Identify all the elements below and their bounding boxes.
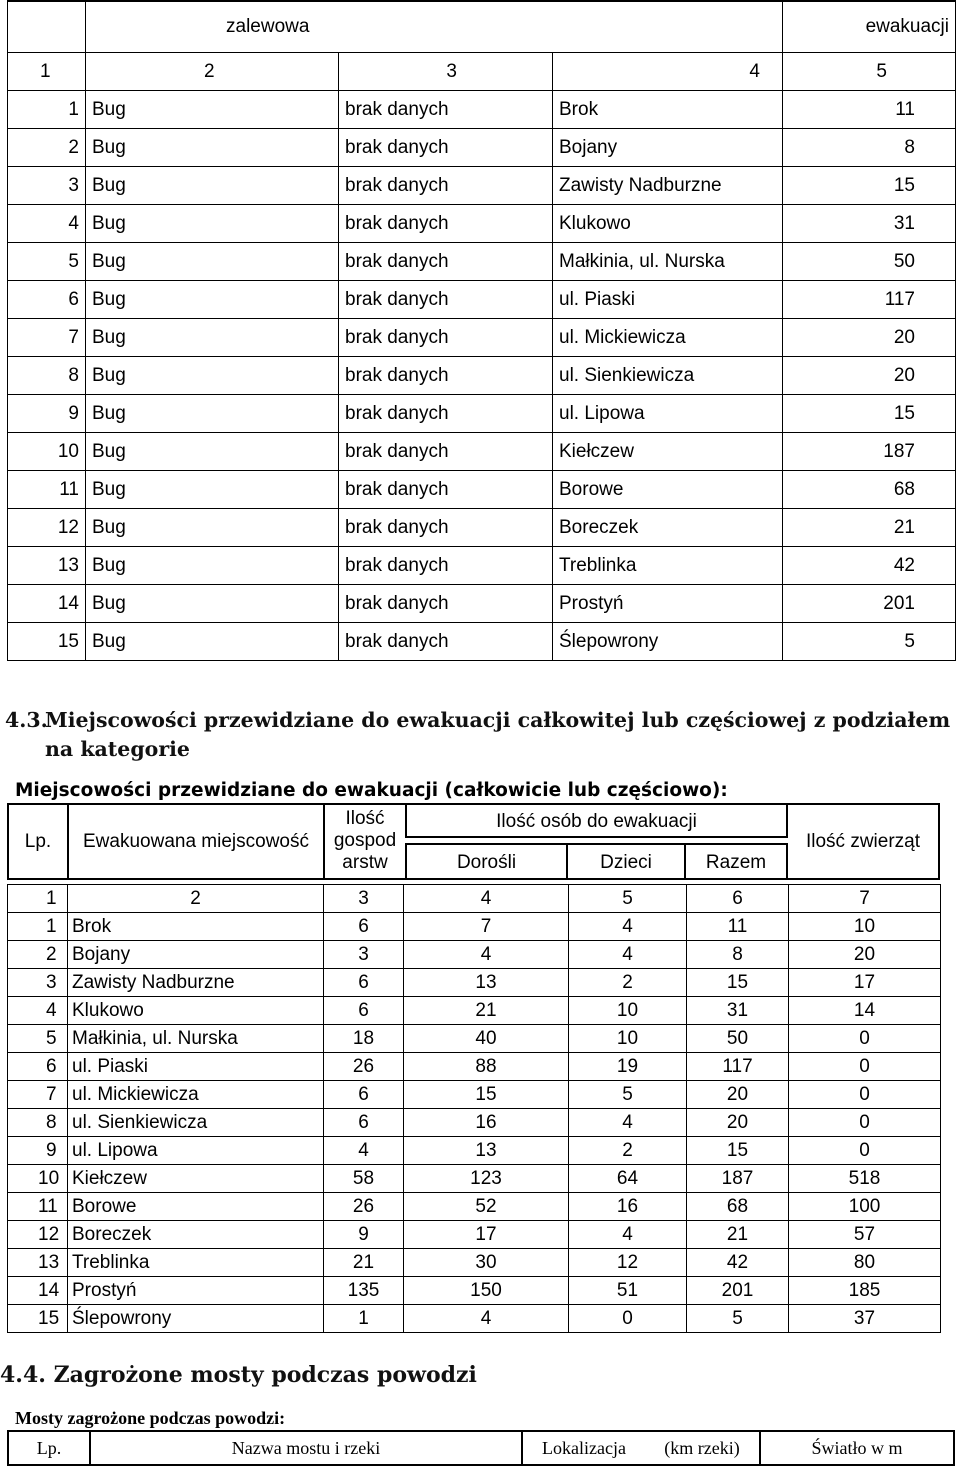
row-count: 117 bbox=[783, 281, 956, 319]
row-lp: 1 bbox=[8, 913, 68, 941]
table-row bbox=[8, 913, 941, 941]
row-children: 4 bbox=[569, 1109, 687, 1137]
header-km: (km rzeki) bbox=[645, 1432, 761, 1464]
table-row bbox=[8, 969, 941, 997]
row-place: ul. Lipowa bbox=[68, 1137, 324, 1165]
row-households: 4 bbox=[324, 1137, 404, 1165]
row-river: Bug bbox=[86, 281, 339, 319]
table-row bbox=[8, 1053, 941, 1081]
row-count: 21 bbox=[783, 509, 956, 547]
row-animals: 518 bbox=[789, 1165, 941, 1193]
row-place: ul. Sienkiewicza bbox=[68, 1109, 324, 1137]
row-adults: 52 bbox=[404, 1193, 569, 1221]
row-adults: 16 bbox=[404, 1109, 569, 1137]
table-row bbox=[8, 1109, 941, 1137]
row-place: Treblinka bbox=[553, 547, 783, 585]
colnum: 1 bbox=[8, 53, 86, 91]
row-lp: 10 bbox=[8, 1165, 68, 1193]
row-total: 117 bbox=[687, 1053, 789, 1081]
row-adults: 13 bbox=[404, 969, 569, 997]
row-total: 50 bbox=[687, 1025, 789, 1053]
colnum: 4 bbox=[404, 885, 569, 913]
row-place: Borowe bbox=[68, 1193, 324, 1221]
row-place: Ślepowrony bbox=[553, 623, 783, 661]
row-households: 18 bbox=[324, 1025, 404, 1053]
row-adults: 4 bbox=[404, 941, 569, 969]
section-4-3-heading bbox=[5, 706, 955, 764]
row-adults: 13 bbox=[404, 1137, 569, 1165]
row-lp: 13 bbox=[8, 547, 86, 585]
section-number: 4.3. bbox=[5, 708, 48, 732]
row-river: Bug bbox=[86, 471, 339, 509]
table-row bbox=[8, 1249, 941, 1277]
row-place: Klukowo bbox=[553, 205, 783, 243]
row-children: 51 bbox=[569, 1277, 687, 1305]
column-number-row bbox=[8, 53, 956, 91]
section-number: 4.4. bbox=[0, 1362, 46, 1388]
row-children: 64 bbox=[569, 1165, 687, 1193]
row-animals: 185 bbox=[789, 1277, 941, 1305]
row-place: Zawisty Nadburzne bbox=[68, 969, 324, 997]
row-count: 11 bbox=[783, 91, 956, 129]
table-row bbox=[8, 471, 956, 509]
row-river: Bug bbox=[86, 433, 339, 471]
row-data: brak danych bbox=[339, 471, 553, 509]
row-place: Zawisty Nadburzne bbox=[553, 167, 783, 205]
table-row bbox=[8, 997, 941, 1025]
table-row bbox=[8, 319, 956, 357]
row-lp: 2 bbox=[8, 129, 86, 167]
row-animals: 57 bbox=[789, 1221, 941, 1249]
header-flood-zone: zalewowa bbox=[86, 1, 783, 53]
row-households: 6 bbox=[324, 913, 404, 941]
row-place: Kiełczew bbox=[553, 433, 783, 471]
row-lp: 9 bbox=[8, 395, 86, 433]
row-river: Bug bbox=[86, 547, 339, 585]
row-lp: 14 bbox=[8, 585, 86, 623]
row-households: 21 bbox=[324, 1249, 404, 1277]
row-lp: 8 bbox=[8, 1109, 68, 1137]
row-lp: 11 bbox=[8, 471, 86, 509]
colnum: 2 bbox=[68, 885, 324, 913]
row-households: 1 bbox=[324, 1305, 404, 1333]
row-place: ul. Mickiewicza bbox=[553, 319, 783, 357]
row-place: Treblinka bbox=[68, 1249, 324, 1277]
row-households: 135 bbox=[324, 1277, 404, 1305]
row-lp: 12 bbox=[8, 1221, 68, 1249]
row-children: 4 bbox=[569, 1221, 687, 1249]
table-row bbox=[8, 623, 956, 661]
row-count: 20 bbox=[783, 319, 956, 357]
row-households: 9 bbox=[324, 1221, 404, 1249]
row-households: 58 bbox=[324, 1165, 404, 1193]
row-count: 50 bbox=[783, 243, 956, 281]
row-lp: 5 bbox=[8, 243, 86, 281]
row-lp: 9 bbox=[8, 1137, 68, 1165]
table-row bbox=[8, 941, 941, 969]
row-adults: 7 bbox=[404, 913, 569, 941]
row-place: Klukowo bbox=[68, 997, 324, 1025]
row-total: 5 bbox=[687, 1305, 789, 1333]
row-count: 15 bbox=[783, 167, 956, 205]
column-number-row bbox=[8, 885, 941, 913]
header-clearance: Światło w m bbox=[811, 1438, 903, 1458]
row-place: ul. Sienkiewicza bbox=[553, 357, 783, 395]
colnum: 6 bbox=[687, 885, 789, 913]
row-lp: 6 bbox=[8, 281, 86, 319]
row-river: Bug bbox=[86, 91, 339, 129]
row-river: Bug bbox=[86, 205, 339, 243]
row-lp: 7 bbox=[8, 319, 86, 357]
evacuation-summary-table bbox=[7, 0, 956, 661]
row-lp: 15 bbox=[8, 623, 86, 661]
evacuation-subtitle: Miejscowości przewidziane do ewakuacji (całkowicie lub częściowo): bbox=[15, 780, 728, 801]
table-row bbox=[8, 167, 956, 205]
colnum: 2 bbox=[86, 53, 339, 91]
row-total: 21 bbox=[687, 1221, 789, 1249]
row-children: 0 bbox=[569, 1305, 687, 1333]
colnum: 5 bbox=[783, 53, 956, 91]
row-lp: 4 bbox=[8, 997, 68, 1025]
row-data: brak danych bbox=[339, 319, 553, 357]
row-count: 68 bbox=[783, 471, 956, 509]
header-people: Ilość osób do ewakuacji bbox=[405, 805, 788, 838]
row-river: Bug bbox=[86, 395, 339, 433]
header-total: Razem bbox=[686, 843, 788, 878]
table-row bbox=[8, 1081, 941, 1109]
header-households-line: gospod bbox=[333, 830, 397, 851]
section-4-4-heading bbox=[0, 1362, 477, 1388]
row-lp: 14 bbox=[8, 1277, 68, 1305]
row-lp: 1 bbox=[8, 91, 86, 129]
row-households: 6 bbox=[324, 1081, 404, 1109]
header-adults: Dorośli bbox=[405, 843, 568, 878]
row-adults: 21 bbox=[404, 997, 569, 1025]
header-evacuation: ewakuacji bbox=[783, 1, 956, 53]
row-total: 20 bbox=[687, 1109, 789, 1137]
row-data: brak danych bbox=[339, 585, 553, 623]
row-total: 11 bbox=[687, 913, 789, 941]
row-data: brak danych bbox=[339, 623, 553, 661]
bridges-subtitle: Mosty zagrożone podczas powodzi: bbox=[15, 1408, 286, 1428]
colnum: 4 bbox=[553, 53, 783, 91]
row-data: brak danych bbox=[339, 167, 553, 205]
row-place: Małkinia, ul. Nurska bbox=[553, 243, 783, 281]
row-data: brak danych bbox=[339, 357, 553, 395]
header-animals: Ilość zwierząt bbox=[805, 831, 921, 852]
table-row bbox=[8, 281, 956, 319]
table-header-row bbox=[8, 1, 956, 53]
table-row bbox=[8, 585, 956, 623]
row-count: 187 bbox=[783, 433, 956, 471]
row-data: brak danych bbox=[339, 281, 553, 319]
row-lp: 2 bbox=[8, 941, 68, 969]
row-adults: 30 bbox=[404, 1249, 569, 1277]
row-animals: 80 bbox=[789, 1249, 941, 1277]
row-place: Brok bbox=[68, 913, 324, 941]
row-river: Bug bbox=[86, 243, 339, 281]
row-place: Boreczek bbox=[68, 1221, 324, 1249]
row-animals: 100 bbox=[789, 1193, 941, 1221]
row-animals: 37 bbox=[789, 1305, 941, 1333]
table-row bbox=[8, 243, 956, 281]
row-count: 15 bbox=[783, 395, 956, 433]
row-data: brak danych bbox=[339, 91, 553, 129]
row-place: Bojany bbox=[553, 129, 783, 167]
row-total: 42 bbox=[687, 1249, 789, 1277]
row-households: 3 bbox=[324, 941, 404, 969]
colnum: 1 bbox=[8, 885, 68, 913]
row-lp: 13 bbox=[8, 1249, 68, 1277]
header-place: Ewakuowana miejscowość bbox=[69, 805, 325, 878]
row-place: ul. Lipowa bbox=[553, 395, 783, 433]
row-river: Bug bbox=[86, 623, 339, 661]
row-place: Prostyń bbox=[553, 585, 783, 623]
row-lp: 11 bbox=[8, 1193, 68, 1221]
table-row bbox=[8, 1277, 941, 1305]
row-children: 4 bbox=[569, 941, 687, 969]
row-adults: 150 bbox=[404, 1277, 569, 1305]
row-river: Bug bbox=[86, 129, 339, 167]
table-row bbox=[8, 1221, 941, 1249]
section-title: Zagrożone mosty podczas powodzi bbox=[53, 1362, 477, 1388]
row-data: brak danych bbox=[339, 129, 553, 167]
row-children: 16 bbox=[569, 1193, 687, 1221]
row-lp: 8 bbox=[8, 357, 86, 395]
row-animals: 0 bbox=[789, 1109, 941, 1137]
row-place: Małkinia, ul. Nurska bbox=[68, 1025, 324, 1053]
row-place: ul. Mickiewicza bbox=[68, 1081, 324, 1109]
row-lp: 4 bbox=[8, 205, 86, 243]
row-count: 42 bbox=[783, 547, 956, 585]
table-row bbox=[8, 547, 956, 585]
row-total: 187 bbox=[687, 1165, 789, 1193]
evacuation-detail-table bbox=[7, 884, 941, 1333]
table-row bbox=[8, 91, 956, 129]
row-data: brak danych bbox=[339, 205, 553, 243]
row-children: 10 bbox=[569, 1025, 687, 1053]
header-lp: Lp. bbox=[9, 805, 69, 878]
row-lp: 3 bbox=[8, 167, 86, 205]
row-place: Borowe bbox=[553, 471, 783, 509]
row-place: ul. Piaski bbox=[553, 281, 783, 319]
row-adults: 17 bbox=[404, 1221, 569, 1249]
evacuation-detail-header bbox=[7, 803, 940, 880]
row-animals: 0 bbox=[789, 1053, 941, 1081]
row-data: brak danych bbox=[339, 395, 553, 433]
row-total: 20 bbox=[687, 1081, 789, 1109]
table-row bbox=[8, 357, 956, 395]
row-households: 26 bbox=[324, 1053, 404, 1081]
row-children: 2 bbox=[569, 969, 687, 997]
row-total: 201 bbox=[687, 1277, 789, 1305]
row-count: 20 bbox=[783, 357, 956, 395]
row-lp: 15 bbox=[8, 1305, 68, 1333]
row-total: 68 bbox=[687, 1193, 789, 1221]
table-row bbox=[8, 433, 956, 471]
table-row bbox=[8, 1025, 941, 1053]
row-river: Bug bbox=[86, 585, 339, 623]
row-river: Bug bbox=[86, 357, 339, 395]
row-animals: 0 bbox=[789, 1025, 941, 1053]
row-households: 6 bbox=[324, 1109, 404, 1137]
row-lp: 7 bbox=[8, 1081, 68, 1109]
row-count: 8 bbox=[783, 129, 956, 167]
row-children: 5 bbox=[569, 1081, 687, 1109]
row-adults: 88 bbox=[404, 1053, 569, 1081]
row-place: Ślepowrony bbox=[68, 1305, 324, 1333]
colnum: 5 bbox=[569, 885, 687, 913]
row-data: brak danych bbox=[339, 243, 553, 281]
row-adults: 4 bbox=[404, 1305, 569, 1333]
row-total: 15 bbox=[687, 1137, 789, 1165]
header-households-line: arstw bbox=[342, 852, 388, 873]
row-place: Prostyń bbox=[68, 1277, 324, 1305]
section-title: Miejscowości przewidziane do ewakuacji całkowitej lub częściowej z podziałem bbox=[45, 708, 951, 732]
row-animals: 0 bbox=[789, 1137, 941, 1165]
row-data: brak danych bbox=[339, 547, 553, 585]
colnum: 3 bbox=[339, 53, 553, 91]
row-children: 2 bbox=[569, 1137, 687, 1165]
colnum: 7 bbox=[789, 885, 941, 913]
row-animals: 14 bbox=[789, 997, 941, 1025]
table-row bbox=[8, 1305, 941, 1333]
row-total: 8 bbox=[687, 941, 789, 969]
row-count: 31 bbox=[783, 205, 956, 243]
header-bridge-name: Nazwa mostu i rzeki bbox=[91, 1432, 523, 1464]
table-row bbox=[8, 1165, 941, 1193]
row-lp: 5 bbox=[8, 1025, 68, 1053]
row-place: Brok bbox=[553, 91, 783, 129]
section-title-cont: na kategorie bbox=[45, 737, 190, 761]
row-animals: 17 bbox=[789, 969, 941, 997]
row-place: Kiełczew bbox=[68, 1165, 324, 1193]
row-count: 5 bbox=[783, 623, 956, 661]
table-row bbox=[8, 1137, 941, 1165]
table-row bbox=[8, 205, 956, 243]
header-households-line: Ilość bbox=[345, 808, 385, 829]
row-lp: 12 bbox=[8, 509, 86, 547]
row-adults: 15 bbox=[404, 1081, 569, 1109]
row-total: 31 bbox=[687, 997, 789, 1025]
row-lp: 3 bbox=[8, 969, 68, 997]
row-lp: 6 bbox=[8, 1053, 68, 1081]
row-children: 10 bbox=[569, 997, 687, 1025]
row-river: Bug bbox=[86, 167, 339, 205]
row-lp: 10 bbox=[8, 433, 86, 471]
row-households: 26 bbox=[324, 1193, 404, 1221]
row-data: brak danych bbox=[339, 509, 553, 547]
row-river: Bug bbox=[86, 509, 339, 547]
table-row bbox=[8, 395, 956, 433]
row-children: 12 bbox=[569, 1249, 687, 1277]
row-adults: 40 bbox=[404, 1025, 569, 1053]
row-total: 15 bbox=[687, 969, 789, 997]
row-place: Boreczek bbox=[553, 509, 783, 547]
row-children: 19 bbox=[569, 1053, 687, 1081]
colnum: 3 bbox=[324, 885, 404, 913]
row-animals: 20 bbox=[789, 941, 941, 969]
header-lp: Lp. bbox=[9, 1432, 91, 1464]
row-children: 4 bbox=[569, 913, 687, 941]
row-river: Bug bbox=[86, 319, 339, 357]
row-place: ul. Piaski bbox=[68, 1053, 324, 1081]
row-data: brak danych bbox=[339, 433, 553, 471]
row-households: 6 bbox=[324, 969, 404, 997]
row-place: Bojany bbox=[68, 941, 324, 969]
header-location: Lokalizacja bbox=[542, 1438, 626, 1458]
bridges-table-header bbox=[7, 1430, 955, 1466]
header-children: Dzieci bbox=[568, 843, 686, 878]
header-households bbox=[325, 808, 405, 878]
row-adults: 123 bbox=[404, 1165, 569, 1193]
row-animals: 10 bbox=[789, 913, 941, 941]
table-row bbox=[8, 509, 956, 547]
table-row bbox=[8, 129, 956, 167]
row-households: 6 bbox=[324, 997, 404, 1025]
row-animals: 0 bbox=[789, 1081, 941, 1109]
table-row bbox=[8, 1193, 941, 1221]
row-count: 201 bbox=[783, 585, 956, 623]
